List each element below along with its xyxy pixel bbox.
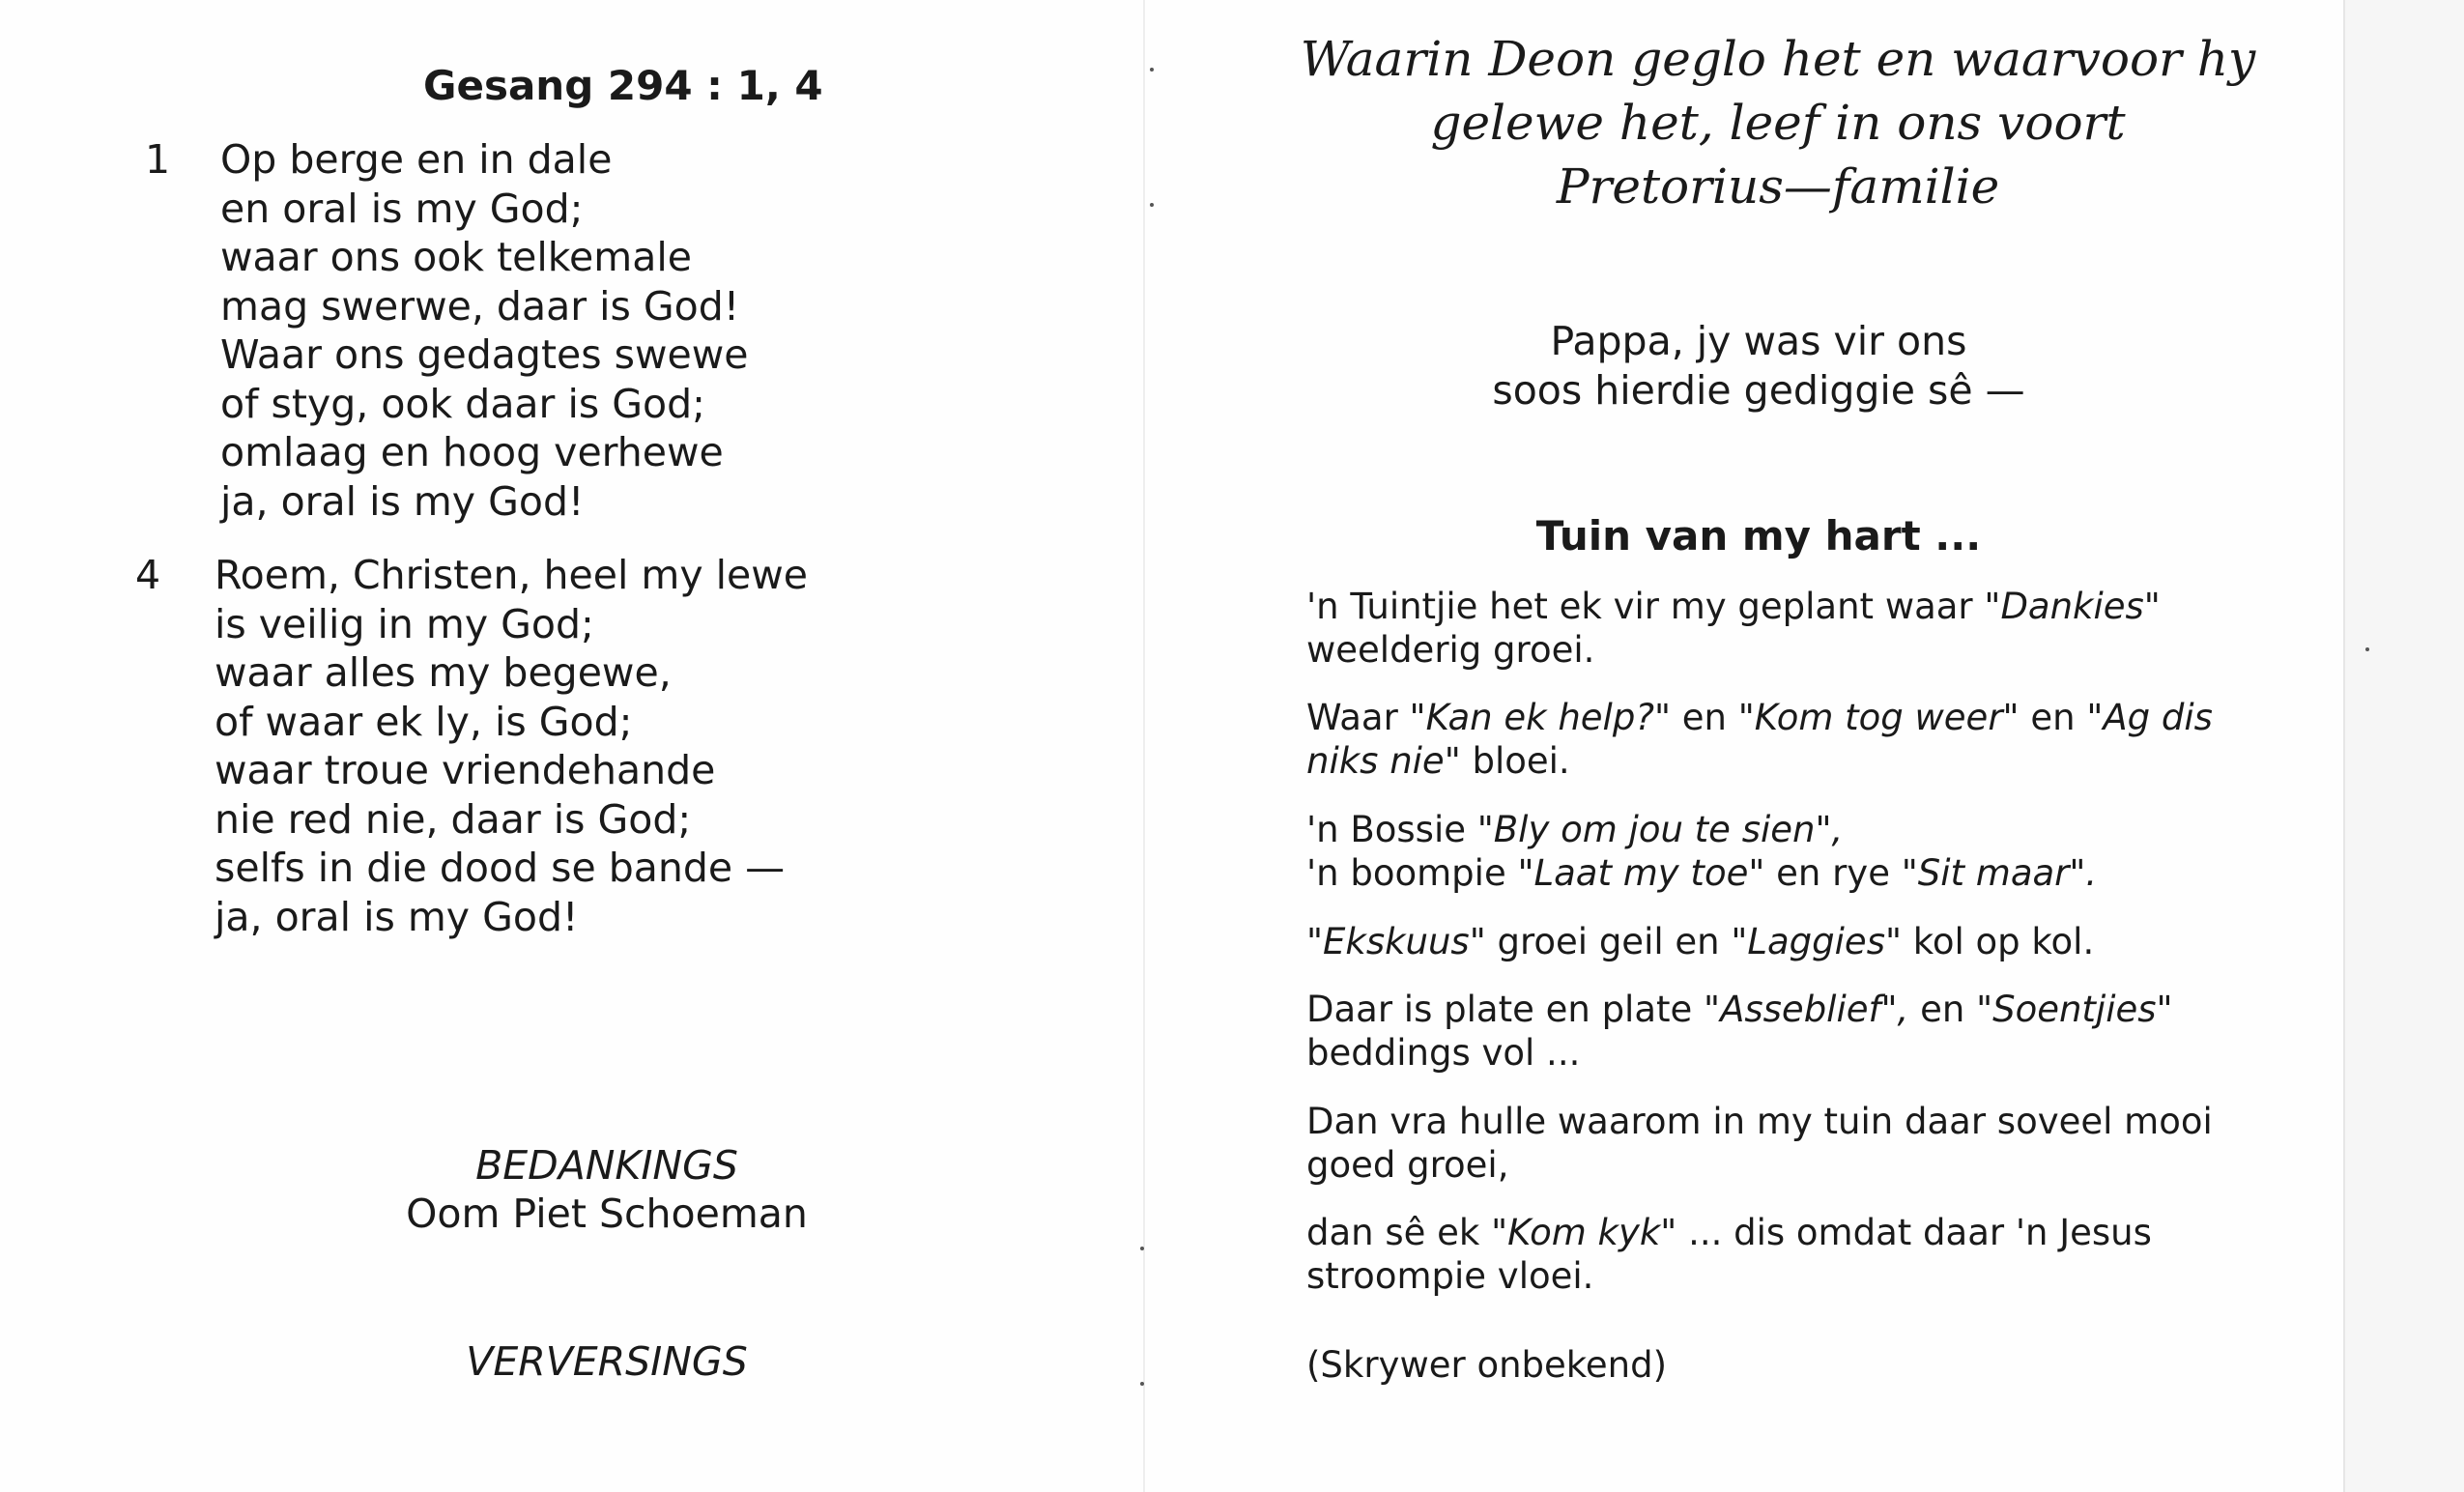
thanks-name: Oom Piet Schoeman — [406, 1191, 808, 1237]
verse-line: mag swerwe, daar is God! — [220, 282, 740, 330]
dedication — [1295, 27, 2261, 218]
scan-speck — [1140, 1382, 1144, 1386]
page-edge — [2343, 0, 2464, 1492]
verse-line: waar troue vriendehande — [215, 747, 716, 793]
verse-line: is veilig in my God; — [215, 600, 594, 647]
verse-line: Waar ons gedagtes swewe — [220, 331, 749, 378]
verse-line: selfs in die dood se bande — — [215, 845, 786, 891]
poem-stanza: Daar is plate en plate "Asseblief", en "Soentjies" beddings vol ... — [1306, 989, 2173, 1074]
scan-speck — [1140, 1247, 1144, 1250]
verse-line: waar ons ook telkemale — [220, 234, 692, 280]
verse-line: ja, oral is my God! — [220, 477, 585, 525]
verse-line: waar alles my begewe, — [215, 649, 672, 696]
verse-number: 1 — [145, 136, 171, 183]
poem-stanza: 'n Tuintjie het ek vir my geplant waar "Dankies" weelderig groei. — [1306, 586, 2161, 671]
dedication-line: Waarin Deon geglo het en waarvoor hy — [1300, 31, 2256, 87]
poem-stanza: dan sê ek "Kom kyk" ... dis omdat daar 'n Jesus stroompie vloei. — [1306, 1212, 2152, 1297]
verse-line: nie red nie, daar is God; — [215, 795, 692, 843]
hymn-verse-4 — [135, 551, 808, 941]
intro-line: soos hierdie gediggie sê — — [1492, 367, 2025, 414]
scan-speck — [1150, 68, 1154, 72]
verse-number: 4 — [135, 552, 161, 598]
scan-speck — [1150, 203, 1154, 207]
verse-line: ja, oral is my God! — [215, 893, 579, 940]
verse-line: Op berge en in dale — [220, 136, 613, 183]
thanks-heading: BEDANKINGS — [475, 1142, 738, 1189]
poem-stanza: "Ekskuus" groei geil en "Laggies" kol op kol. — [1306, 921, 2095, 962]
page-fold — [1143, 0, 1145, 1492]
poem-author: (Skrywer onbekend) — [1306, 1344, 1668, 1386]
verse-line: en oral is my God; — [220, 185, 584, 232]
intro — [1382, 317, 2135, 416]
hymn-verse-1 — [145, 135, 749, 526]
poem-stanza: Dan vra hulle waarom in my tuin daar soveel mooi goed groei, — [1306, 1101, 2213, 1186]
scan-speck — [2365, 647, 2369, 651]
dedication-signature: Pretorius—familie — [1556, 158, 2000, 215]
verse-line: omlaag en hoog verhewe — [220, 429, 724, 475]
poem-stanza: Waar "Kan ek help?" en "Kom tog weer" en "Ag dis niks nie" bloei. — [1306, 697, 2213, 782]
poem-title: Tuin van my hart ... — [1535, 512, 1982, 560]
refreshments-heading: VERVERSINGS — [466, 1338, 748, 1385]
dedication-line: gelewe het, leef in ons voort — [1430, 95, 2126, 151]
intro-line: Pappa, jy was vir ons — [1550, 318, 1967, 364]
verse-line: Roem, Christen, heel my lewe — [215, 552, 808, 598]
hymn-title: Gesang 294 : 1, 4 — [423, 62, 823, 109]
poem-stanza: 'n Bossie "Bly om jou te sien", 'n boompie "Laat my toe" en rye "Sit maar". — [1306, 809, 2098, 894]
verse-line: of styg, ook daar is God; — [220, 380, 705, 427]
verse-line: of waar ek ly, is God; — [215, 698, 633, 745]
